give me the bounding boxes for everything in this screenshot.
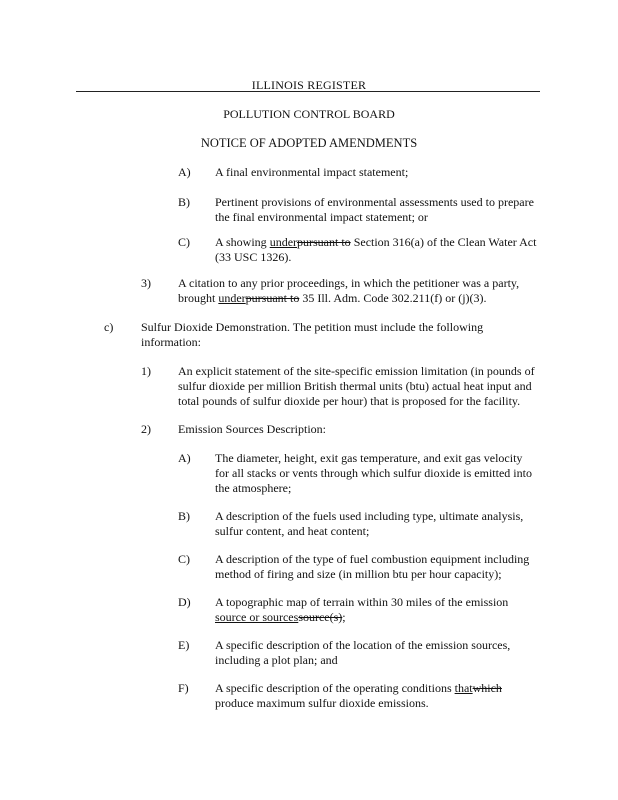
agency-title: POLLUTION CONTROL BOARD <box>223 107 395 121</box>
sub-f-line1: A specific description of the operating conditions thatwhich <box>215 681 502 695</box>
sub-b-line2: sulfur content, and heat content; <box>215 524 370 538</box>
sub-f-line2: produce maximum sulfur dioxide emissions. <box>215 696 429 710</box>
item-a-label: A) <box>178 165 191 179</box>
sub-a-line1: The diameter, height, exit gas temperature, and exit gas velocity <box>215 451 523 465</box>
sub-b-line1: A description of the fuels used including type, ultimate analysis, <box>215 509 524 523</box>
sub-e-line1: A specific description of the location of the emission sources, <box>215 638 511 652</box>
deleted-text: which <box>472 681 502 695</box>
inserted-text: under <box>218 291 246 305</box>
section-c-line1: Sulfur Dioxide Demonstration. The petition must include the following <box>141 320 484 334</box>
item-3-label: 3) <box>141 276 151 290</box>
sub-c-label: C) <box>178 552 190 566</box>
item-b-line2: the final environmental impact statement; or <box>215 210 428 224</box>
sub-a-line3: the atmosphere; <box>215 481 292 495</box>
inserted-text: that <box>454 681 473 695</box>
sub-b-label: B) <box>178 509 190 523</box>
item-3-line1: A citation to any prior proceedings, in which the petitioner was a party, <box>178 276 520 290</box>
section-c-1-line3: total pounds of sulfur dioxide per hour) that is proposed for the facility. <box>178 394 521 408</box>
deleted-text: pursuant to <box>245 291 300 305</box>
inserted-text: under <box>269 235 298 249</box>
item-c-label: C) <box>178 235 190 249</box>
sub-a-label: A) <box>178 451 191 465</box>
item-c-line2: (33 USC 1326). <box>215 250 292 264</box>
item-3-line2: brought underpursuant to 35 Ill. Adm. Code 302.211(f) or (j)(3). <box>178 291 487 305</box>
header-rule <box>76 91 540 92</box>
sub-f-label: F) <box>178 681 189 695</box>
section-c-1-label: 1) <box>141 364 151 378</box>
sub-c-line1: A description of the type of fuel combustion equipment including <box>215 552 530 566</box>
sub-d-line1: A topographic map of terrain within 30 miles of the emission <box>215 595 509 609</box>
sub-c-line2: method of firing and size (in million btu per hour capacity); <box>215 567 502 581</box>
section-c-label: c) <box>104 320 114 334</box>
section-c-line2: information: <box>141 335 201 349</box>
section-c-1-line2: sulfur dioxide per million British thermal units (btu) actual heat input and <box>178 379 532 393</box>
deleted-text: source(s) <box>298 610 343 624</box>
section-c-2-label: 2) <box>141 422 151 436</box>
register-title: ILLINOIS REGISTER <box>251 78 367 92</box>
sub-e-label: E) <box>178 638 190 652</box>
section-c-1-line1: An explicit statement of the site-specific emission limitation (in pounds of <box>178 364 535 378</box>
sub-a-line2: for all stacks or vents through which sulfur dioxide is emitted into <box>215 466 532 480</box>
notice-title: NOTICE OF ADOPTED AMENDMENTS <box>200 136 418 150</box>
inserted-text: source or sources <box>215 610 299 624</box>
item-b-label: B) <box>178 195 190 209</box>
item-b-line1: Pertinent provisions of environmental assessments used to prepare <box>215 195 534 209</box>
section-c-2-text: Emission Sources Description: <box>178 422 326 436</box>
deleted-text: pursuant to <box>297 235 351 249</box>
sub-d-label: D) <box>178 595 191 609</box>
item-a-text: A final environmental impact statement; <box>215 165 409 179</box>
item-c-line1: A showing underpursuant to Section 316(a) of the Clean Water Act <box>215 235 537 249</box>
sub-d-line2: source or sourcessource(s); <box>215 610 346 624</box>
sub-e-line2: including a plot plan; and <box>215 653 338 667</box>
